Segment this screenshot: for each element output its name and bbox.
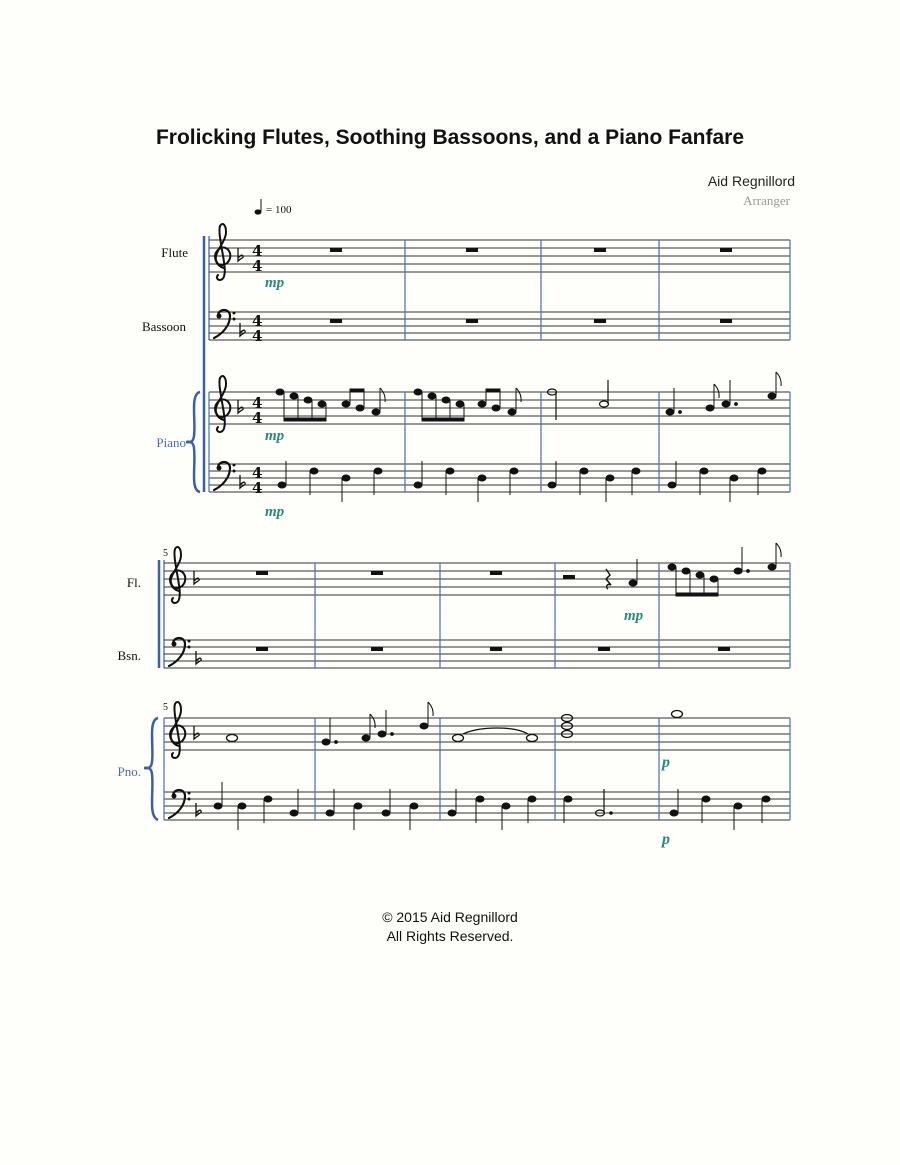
rights-line: All Rights Reserved.: [386, 928, 514, 944]
label-bassoon-abbr: Bsn.: [117, 648, 141, 663]
svg-text:4: 4: [252, 327, 263, 345]
svg-text:4: 4: [252, 464, 263, 482]
measure-number-5: 5: [163, 548, 168, 559]
arranger-name: Aid Regnillord: [707, 173, 795, 189]
score-title: Frolicking Flutes, Soothing Bassoons, and a Piano Fanfare: [155, 126, 745, 149]
dynamic-flute-1: mp: [265, 275, 285, 291]
svg-text:4: 4: [252, 312, 263, 330]
label-flute-abbr: Fl.: [126, 575, 141, 590]
svg-text:4: 4: [252, 394, 263, 412]
dynamic-piano-treble-1: mp: [265, 428, 285, 444]
dynamic-piano-bass-1: mp: [265, 504, 285, 520]
dynamic-piano-bass-2: p: [662, 831, 670, 848]
label-piano: Piano: [156, 435, 186, 450]
copyright-line: © 2015 Aid Regnillord: [382, 909, 518, 925]
svg-text:4: 4: [252, 242, 263, 260]
staff-flute-1: [209, 240, 790, 272]
staff-flute-2: [164, 563, 790, 595]
staff-piano-treble-2: [164, 718, 790, 750]
svg-text:4: 4: [252, 257, 263, 275]
system-1: [142, 224, 790, 520]
measure-number-5-piano: 5: [163, 702, 168, 713]
tempo-mark: [255, 199, 292, 216]
tempo-text: = 100: [266, 204, 292, 216]
arranger-role: Arranger: [743, 193, 790, 208]
staff-bassoon-2: [164, 640, 790, 668]
copyright-notice: [0, 908, 900, 946]
label-piano-abbr: Pno.: [117, 764, 141, 779]
svg-text:4: 4: [252, 409, 263, 427]
label-bassoon: Bassoon: [141, 319, 186, 334]
staff-bassoon-1: [209, 312, 790, 340]
system-2: [118, 543, 790, 848]
dynamic-piano-treble-2: p: [662, 754, 670, 771]
dynamic-flute-2: mp: [624, 608, 644, 624]
svg-text:4: 4: [252, 479, 263, 497]
label-flute: Flute: [161, 245, 188, 260]
